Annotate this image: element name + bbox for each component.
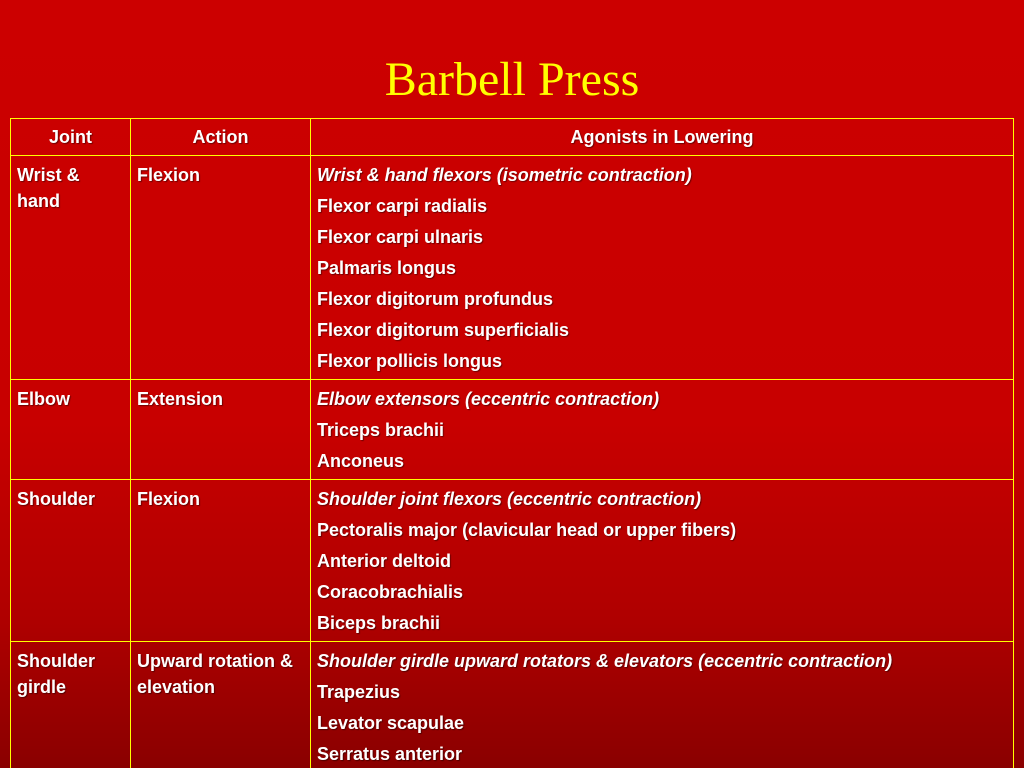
muscle-item: Anconeus (317, 451, 405, 471)
muscle-item: Trapezius (317, 682, 401, 702)
muscle-group: Shoulder girdle upward rotators & elevators (eccentric contraction) (317, 651, 893, 671)
slide-title: Barbell Press (384, 53, 640, 106)
joint-cell: Wrist & hand (11, 156, 131, 380)
table-row (11, 156, 1014, 380)
muscle-item: Flexor carpi radialis (317, 196, 488, 216)
muscle-item: Flexor digitorum profundus (317, 289, 553, 309)
muscle-item: Coracobrachialis (317, 582, 464, 602)
muscle-item: Palmaris longus (317, 258, 457, 278)
muscle-item: Flexor pollicis longus (317, 351, 503, 371)
header-joint: Joint (11, 119, 131, 156)
table-row (11, 380, 1014, 480)
action-cell: Extension (131, 380, 311, 480)
table-row (11, 480, 1014, 642)
agonists-cell (311, 642, 1014, 768)
muscle-group: Shoulder joint flexors (eccentric contraction) (317, 489, 702, 509)
joint-cell: Elbow (11, 380, 131, 480)
muscle-item: Biceps brachii (317, 613, 441, 633)
muscle-item: Flexor digitorum superficialis (317, 320, 570, 340)
muscle-table (10, 118, 1014, 768)
table-header-row (11, 119, 1014, 156)
muscle-item: Serratus anterior (317, 744, 463, 764)
table-row (11, 642, 1014, 768)
joint-cell: Shoulder girdle (11, 642, 131, 768)
agonists-cell (311, 480, 1014, 642)
action-cell: Flexion (131, 480, 311, 642)
muscle-item: Flexor carpi ulnaris (317, 227, 484, 247)
agonists-cell (311, 156, 1014, 380)
muscle-group: Wrist & hand flexors (isometric contraction) (317, 165, 692, 185)
joint-cell: Shoulder (11, 480, 131, 642)
muscle-item: Triceps brachii (317, 420, 445, 440)
muscle-group: Elbow extensors (eccentric contraction) (317, 389, 660, 409)
action-cell: Upward rotation & elevation (131, 642, 311, 768)
muscle-item: Pectoralis major (clavicular head or upper fibers) (317, 520, 737, 540)
header-agonists: Agonists in Lowering (311, 119, 1014, 156)
header-action: Action (131, 119, 311, 156)
muscle-item: Anterior deltoid (317, 551, 451, 571)
agonists-cell (311, 380, 1014, 480)
action-cell: Flexion (131, 156, 311, 380)
muscle-item: Levator scapulae (317, 713, 465, 733)
